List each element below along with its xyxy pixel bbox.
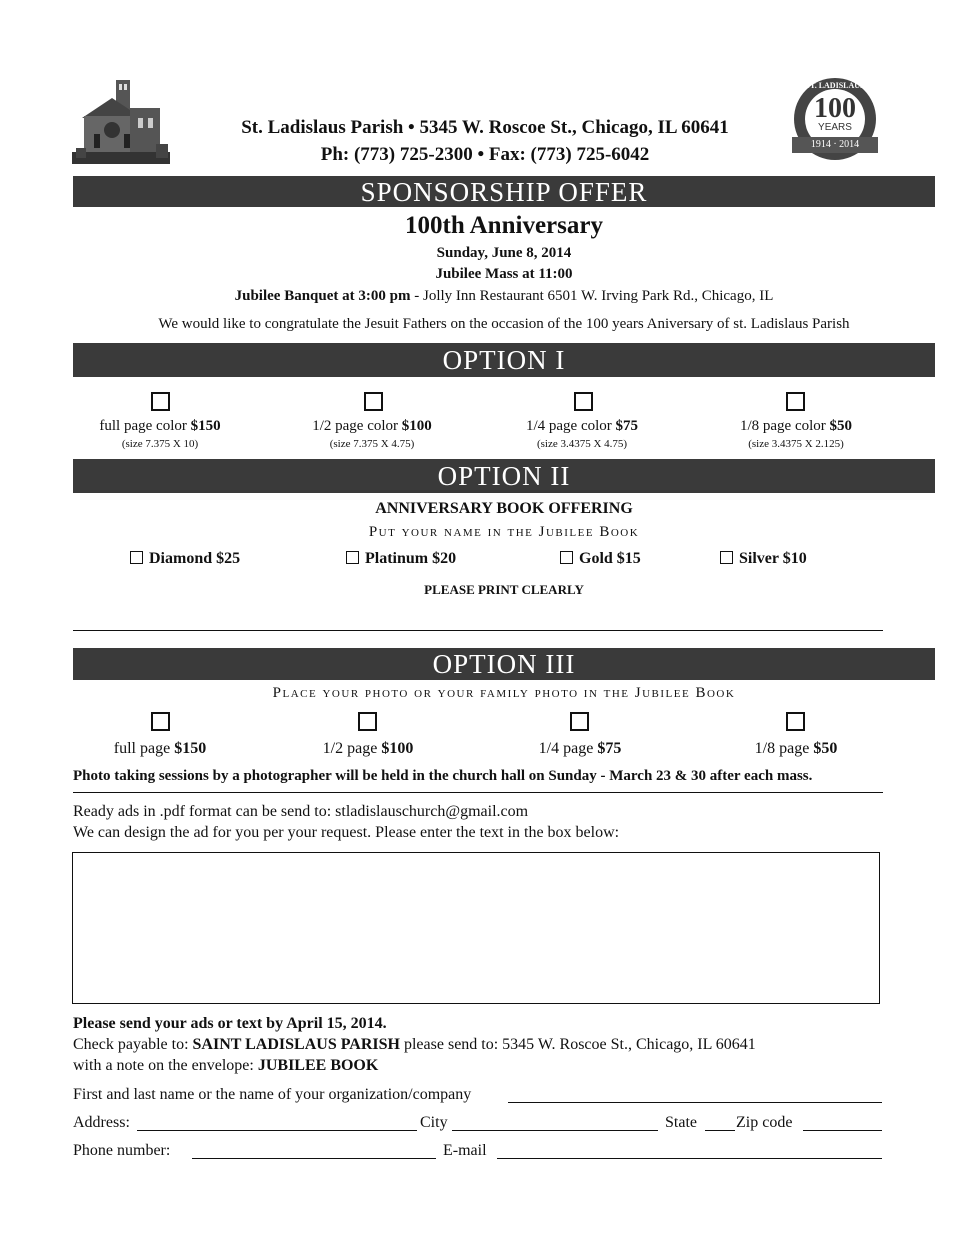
seal-top-text: ST. LADISLAUS [805, 81, 865, 90]
event-title: 100th Anniversary [405, 212, 603, 239]
header-address: St. Ladislaus Parish • 5345 W. Roscoe St., Chicago, IL 60641 [241, 117, 729, 138]
option2-banner [73, 459, 935, 493]
option3-banner [73, 648, 935, 680]
option3-checkbox-2[interactable] [358, 712, 377, 731]
option2-item-gold[interactable]: Gold $15 [560, 550, 641, 568]
option1-checkbox-4[interactable] [786, 392, 805, 411]
option1-item-4-label: 1/8 page color $50 [739, 418, 853, 434]
state-label: State [665, 1114, 697, 1131]
seal-years: YEARS [818, 122, 852, 133]
option2-item-platinum[interactable]: Platinum $20 [346, 550, 456, 568]
option1-item-3-label: 1/4 page color $75 [525, 418, 639, 434]
envelope-note: with a note on the envelope: JUBILEE BOOK [73, 1057, 379, 1074]
church-logo [72, 78, 170, 168]
check-payable-text: Check payable to: SAINT LADISLAUS PARISH please send to: 5345 W. Roscoe St., Chicago, IL 60641 [73, 1036, 756, 1053]
seal-dates: 1914 · 2014 [810, 139, 860, 150]
option1-item-2-size: (size 7.375 X 4.75) [329, 438, 415, 450]
diamond-checkbox[interactable] [130, 551, 143, 564]
design-ad-text: We can design the ad for you per your request. Please enter the text in the box below: [73, 824, 620, 841]
option2-item-diamond[interactable]: Diamond $25 [130, 550, 240, 568]
congratulation-text: We would like to congratulate the Jesuit Fathers on the occasion of the 100 years Aniversary of st. Ladislaus Parish [158, 316, 850, 332]
option3-checkbox-3[interactable] [570, 712, 589, 731]
option3-subheading: Place your photo or your family photo in the Jubilee Book [272, 685, 736, 701]
option1-item-3-size: (size 3.4375 X 4.75) [536, 438, 628, 450]
city-label: City [420, 1114, 448, 1131]
phone-field[interactable] [192, 1142, 436, 1159]
option1-title: OPTION I [442, 345, 566, 375]
platinum-checkbox[interactable] [346, 551, 359, 564]
option1-checkbox-2[interactable] [364, 392, 383, 411]
name-print-line[interactable] [73, 630, 883, 631]
gold-checkbox[interactable] [560, 551, 573, 564]
city-field[interactable] [452, 1114, 658, 1131]
name-label: First and last name or the name of your organization/company [73, 1086, 472, 1103]
photo-note-line [73, 792, 883, 793]
sponsorship-title: SPONSORSHIP OFFER [360, 177, 648, 207]
phone-label: Phone number: [73, 1142, 171, 1159]
event-banquet [73, 288, 935, 305]
deadline-text: Please send your ads or text by April 15, 2014. [73, 1015, 387, 1032]
option3-item-1-label: full page $150 [113, 740, 207, 757]
option3-item-3-label: 1/4 page $75 [538, 740, 622, 757]
name-field[interactable] [508, 1086, 882, 1103]
silver-checkbox[interactable] [720, 551, 733, 564]
option1-checkbox-1[interactable] [151, 392, 170, 411]
ad-text-box[interactable] [72, 852, 880, 1004]
option2-item-silver[interactable]: Silver $10 [720, 550, 807, 568]
option2-heading: ANNIVERSARY BOOK OFFERING [375, 500, 633, 517]
option2-subheading: Put your name in the Jubilee Book [368, 524, 640, 540]
event-mass: Jubilee Mass at 11:00 [435, 266, 573, 282]
option1-item-1-label: full page color $150 [99, 418, 221, 434]
header-phone: Ph: (773) 725-2300 • Fax: (773) 725-6042 [320, 144, 650, 165]
seal-number: 100 [814, 93, 856, 124]
option3-checkbox-1[interactable] [151, 712, 170, 731]
address-field[interactable] [137, 1114, 417, 1131]
option3-checkbox-4[interactable] [786, 712, 805, 731]
banquet-time: Jubilee Banquet at 3:00 pm [234, 288, 411, 304]
sponsorship-banner [73, 176, 935, 207]
option1-item-4-size: (size 3.4375 X 2.125) [748, 438, 844, 450]
option1-item-1-size: (size 7.375 X 10) [121, 438, 199, 450]
option1-checkbox-3[interactable] [574, 392, 593, 411]
event-date: Sunday, June 8, 2014 [436, 245, 572, 261]
banquet-location: - Jolly Inn Restaurant 6501 W. Irving Park Rd., Chicago, IL [410, 288, 774, 304]
zip-field[interactable] [803, 1114, 882, 1131]
option2-title: OPTION II [437, 461, 571, 491]
option3-title: OPTION III [432, 649, 576, 679]
email-field[interactable] [497, 1142, 882, 1159]
ready-ads-text: Ready ads in .pdf format can be send to: stladislauschurch@gmail.com [73, 803, 529, 820]
photo-session-note: Photo taking sessions by a photographer will be held in the church hall on Sunday - March 23 & 30 after each mass. [73, 768, 813, 784]
zip-label: Zip code [736, 1114, 793, 1131]
address-label: Address: [73, 1114, 130, 1131]
state-field[interactable] [705, 1114, 735, 1131]
option3-item-4-label: 1/8 page $50 [754, 740, 838, 757]
email-label: E-mail [443, 1142, 487, 1159]
anniversary-seal [786, 75, 884, 167]
print-clearly-note: PLEASE PRINT CLEARLY [424, 582, 584, 597]
option1-banner [73, 343, 935, 377]
option1-item-2-label: 1/2 page color $100 [312, 418, 432, 434]
option3-item-2-label: 1/2 page $100 [322, 740, 414, 757]
